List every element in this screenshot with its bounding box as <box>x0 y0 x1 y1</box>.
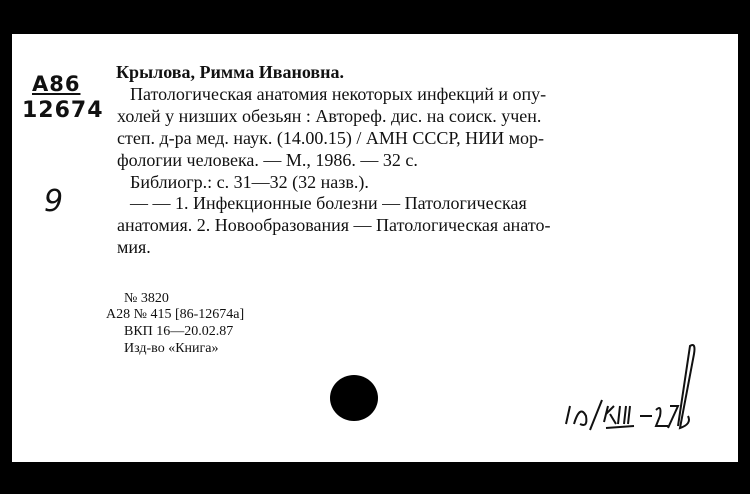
shelfmark-top: A86 <box>32 72 81 96</box>
margin-handwritten-mark: 9 <box>44 184 64 219</box>
bibliography-line: Библиогр.: с. 31—32 (32 назв.). <box>130 172 369 192</box>
ink-blot <box>330 375 378 421</box>
author-heading: Крылова, Римма Ивановна. <box>116 62 344 82</box>
catalog-number: № 3820 <box>124 291 169 306</box>
catalog-publisher: Изд-во «Книга» <box>124 341 219 356</box>
body-line-4: фологии человека. — М., 1986. — 32 с. <box>117 150 418 170</box>
catalog-date: ВКП 16—20.02.87 <box>124 324 234 339</box>
subject-line-1: — — 1. Инфекционные болезни — Патологическая <box>130 193 527 213</box>
catalog-code: A28 № 415 [86-12674a] <box>106 307 245 322</box>
handwritten-signature <box>560 340 710 440</box>
body-line-3: степ. д-ра мед. наук. (14.00.15) / АМН СССР, НИИ мор- <box>117 128 545 148</box>
catalog-card <box>12 34 738 462</box>
shelfmark-bottom: 12674 <box>22 98 104 123</box>
subject-line-2: анатомия. 2. Новообразования — Патологическая анато- <box>117 215 551 235</box>
subject-line-3: мия. <box>117 237 151 257</box>
body-line-1: Патологическая анатомия некоторых инфекций и опу- <box>130 84 547 104</box>
body-line-2: холей у низших обезьян : Автореф. дис. на соиск. учен. <box>117 106 542 126</box>
